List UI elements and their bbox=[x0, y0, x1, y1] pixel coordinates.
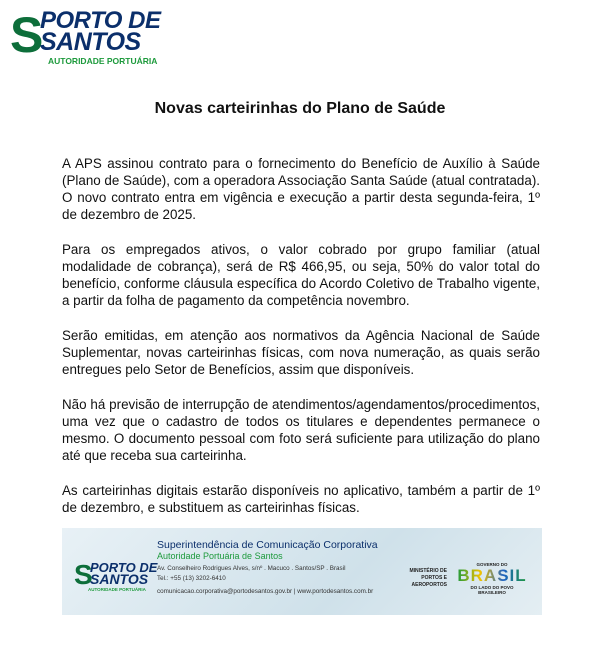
gov-top: GOVERNO DO bbox=[476, 562, 508, 567]
paragraph: Serão emitidas, em atenção aos normativos da Agência Nacional de Saúde Suplementar, novas carteirinhas físicas, com nova numeração, as quais serão entregues pelo Setor de Benefícios, assim que disponíveis. bbox=[62, 328, 540, 377]
footer-address: Av. Conselheiro Rodrigues Alves, s/nº . Macuco . Santos/SP . Brasil bbox=[157, 565, 346, 572]
logo-line2: SANTOS bbox=[40, 28, 141, 56]
logo-s-icon: S bbox=[10, 7, 44, 63]
page-title: Novas carteirinhas do Plano de Saúde bbox=[154, 100, 446, 117]
ministry-line: PORTOS E bbox=[421, 575, 447, 581]
ministry-logo bbox=[387, 568, 447, 589]
document-body bbox=[62, 155, 540, 534]
footer-contacts[interactable]: comunicacao.corporativa@portodesantos.gov.br | www.portodesantos.com.br bbox=[157, 588, 374, 595]
paragraph: A APS assinou contrato para o fornecimento do Benefício de Auxílio à Saúde (Plano de Saúde), com a operadora Associação Santa Saúde (atual contratada). O novo contrato entra em vigência e execução a partir desta segunda-feira, 1º de dezembro de 2025. bbox=[62, 156, 540, 222]
paragraph: Para os empregados ativos, o valor cobrado por grupo familiar (atual modalidade de cobrança), será de R$ 466,95, ou seja, 50% do valor total do benefício, conforme cláusula específica do Acordo Coletivo de Trabalho vigente, a partir da folha de pagamento da competência novembro. bbox=[62, 242, 540, 308]
paragraph: As carteirinhas digitais estarão disponíveis no aplicativo, também a partir de 1º de dezembro, e substituem as carteirinhas físicas. bbox=[62, 483, 540, 515]
ministry-line: MINISTÉRIO DE bbox=[409, 568, 447, 574]
gov-brand: BRASIL bbox=[457, 566, 527, 585]
footer-logo-line1: PORTO DE bbox=[90, 560, 158, 575]
logo-line1: PORTO DE bbox=[40, 7, 161, 34]
footer-organization: Autoridade Portuária de Santos bbox=[157, 551, 283, 561]
porto-de-santos-logo bbox=[8, 6, 168, 66]
paragraph: Não há previsão de interrupção de atendimentos/agendamentos/procedimentos, uma vez que o cadastro de todos os titulares e dependentes permanece o mesmo. O documento pessoal com foto será suficiente para utilização do plano até que receba sua carteirinha. bbox=[62, 397, 540, 463]
footer-phone: Tel.: +55 (13) 3202-6410 bbox=[157, 575, 226, 582]
ministry-line: AEROPORTOS bbox=[411, 582, 447, 588]
logo-line3: AUTORIDADE PORTUÁRIA bbox=[48, 56, 158, 66]
footer-department: Superintendência de Comunicação Corporativa bbox=[157, 539, 378, 551]
gov-bottom: DO LADO DO POVO BRASILEIRO bbox=[470, 585, 514, 595]
logo-s-icon: S bbox=[74, 559, 93, 590]
footer-logo-line3: AUTORIDADE PORTUÁRIA bbox=[88, 587, 146, 592]
footer-logo-line2: SANTOS bbox=[90, 571, 149, 587]
governo-do-brasil-logo bbox=[457, 562, 527, 595]
footer-banner bbox=[62, 528, 542, 615]
